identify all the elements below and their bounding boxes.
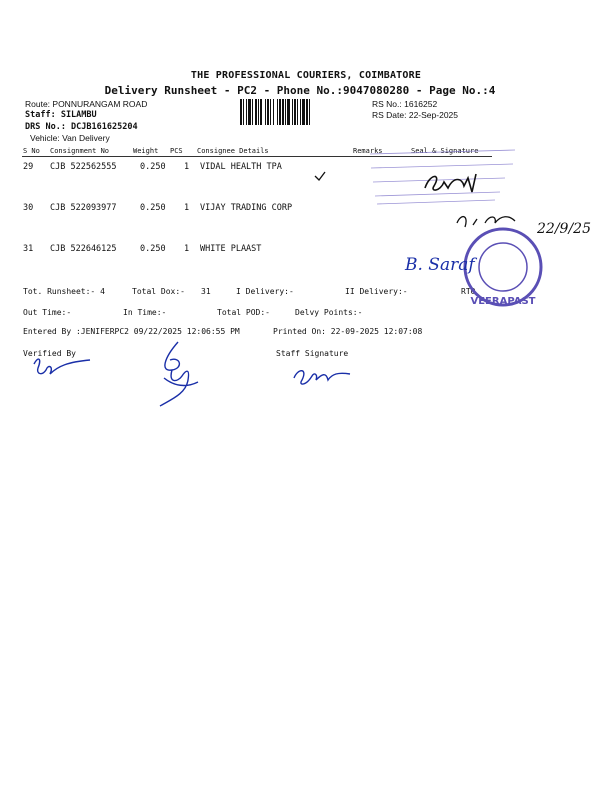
staff-signature-label: Staff Signature [276,349,349,358]
tick-mark [313,170,329,182]
col-weight: Weight [133,147,159,155]
staff-label: Staff: SILAMBU [25,110,97,120]
col-sno: S No [23,147,40,155]
col-pcs: PCS [170,147,183,155]
printed-on: Printed On: 22-09-2025 12:07:08 [273,327,423,336]
total-pod: Total POD:- [217,308,270,317]
authorizer-signature [150,338,205,410]
company-title: THE PROFESSIONAL COURIERS, COIMBATORE [190,70,422,81]
row-weight: 0.250 [140,162,166,172]
row-weight: 0.250 [140,244,166,254]
i-delivery: I Delivery:- [236,287,294,296]
col-consignment: Consignment No [50,147,110,155]
total-dox-value: 31 [201,287,211,296]
entered-by: Entered By :JENIFERPC2 09/22/2025 12:06:55 PM [23,327,240,336]
svg-text:VEERAPAST: VEERAPAST [470,296,536,307]
col-seal-signature: Seal & Signature [411,147,479,155]
rs-date: RS Date: 22-Sep-2025 [372,110,458,120]
col-remarks: Remarks [353,147,383,155]
svg-text:B. Saraf: B. Saraf [405,255,475,275]
rto-label: RTO [461,287,476,296]
signature-row1 [420,168,510,198]
route-label: Route: PONNURANGAM ROAD [25,99,148,109]
staff-signature [290,362,355,390]
handwritten-name [405,248,495,278]
col-consignee: Consignee Details [197,147,269,155]
row-weight: 0.250 [140,203,166,213]
row-pcs: 1 [184,244,190,254]
ii-delivery: II Delivery:- [345,287,408,296]
delvy-points: Delvy Points:- [295,308,363,317]
row-sno: 29 [23,162,34,172]
vehicle-label: Vehicle: Van Delivery [30,133,110,143]
verified-signature [28,352,98,382]
row-pcs: 1 [184,203,190,213]
row-pcs: 1 [184,162,190,172]
barcode [240,99,368,125]
verified-by-label: Verified By [23,349,76,358]
barcode-bar [310,99,312,125]
row-consignee: WHITE PLAAST [200,244,262,254]
tot-runsheet: Tot. Runsheet:- 4 [23,287,105,296]
in-time: In Time:- [123,308,167,317]
row-sno: 31 [23,244,34,254]
rs-number: RS No.: 1616252 [372,99,438,109]
runsheet-title: Delivery Runsheet - PC2 - Phone No.:9047080280 - Page No.:4 [104,84,496,97]
drs-number: DRS No.: DCJB161625204 [25,122,138,132]
row-consignment: CJB 522093977 [50,203,117,213]
out-time: Out Time:- [23,308,72,317]
row-consignee: VIDAL HEALTH TPA [200,162,282,172]
total-dox-label: Total Dox:- [132,287,185,296]
row-consignment: CJB 522562555 [50,162,117,172]
row-sno: 30 [23,203,34,213]
row-consignment: CJB 522646125 [50,244,117,254]
row-consignee: VIJAY TRADING CORP [200,203,293,213]
svg-text:22/9/25: 22/9/25 [537,221,591,237]
